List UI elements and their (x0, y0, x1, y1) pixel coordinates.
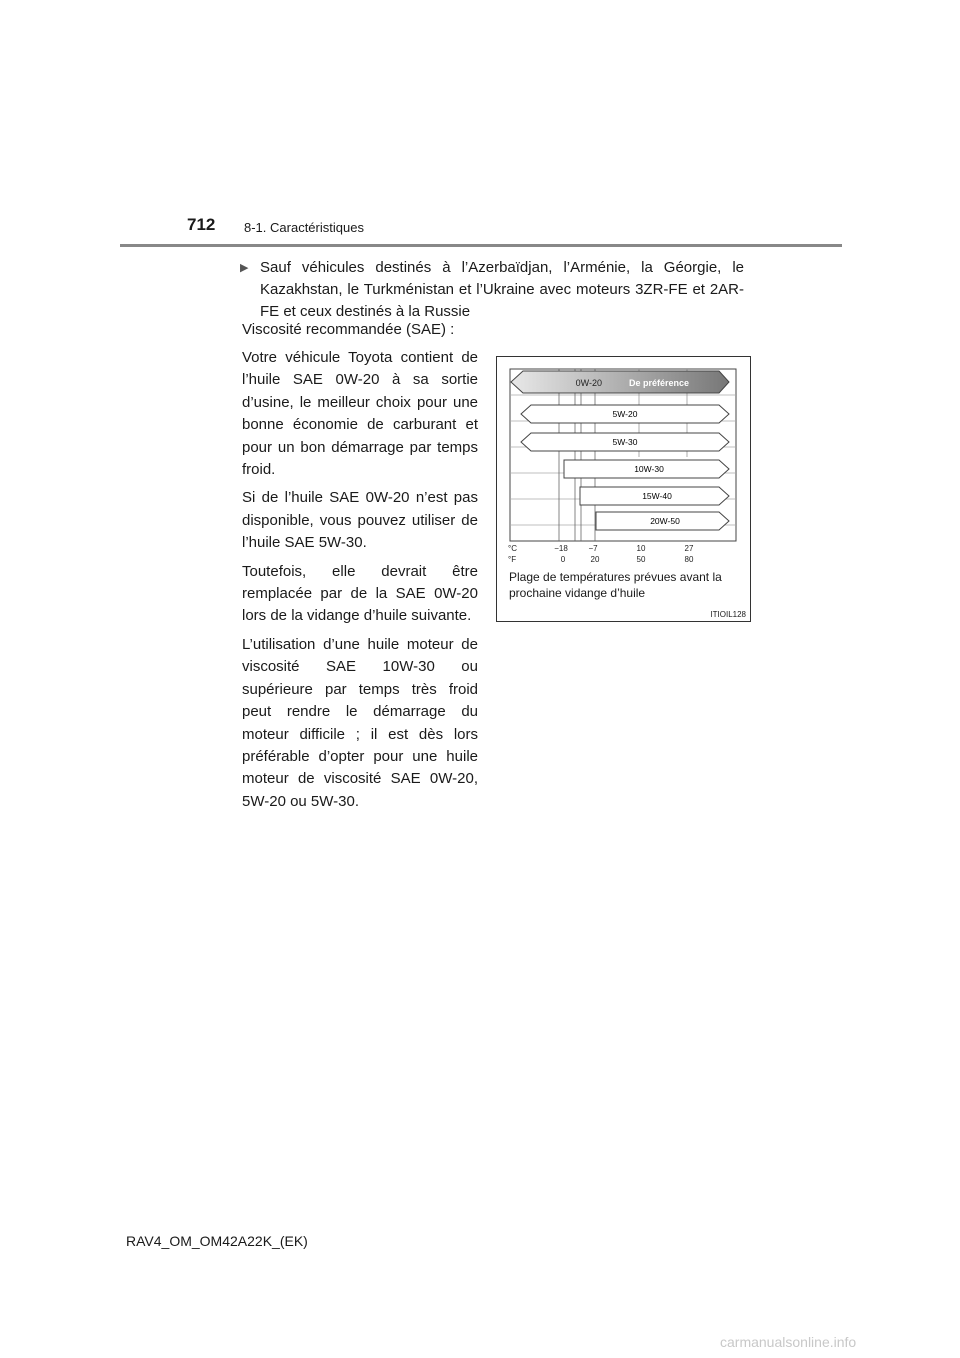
bar-0w-20 (511, 371, 729, 393)
celsius-tick: −18 (554, 544, 568, 553)
paragraph: L’utilisation d’une huile moteur de viscosité SAE 10W-30 ou supérieure par temps très froid peut rendre le démarrage du moteur difficile ; il est dès lors préférable d’opter pour une huile moteur de viscosité SAE 0W-20, 5W-20 ou 5W-30. (242, 635, 478, 810)
document-id: RAV4_OM_OM42A22K_(EK) (126, 1233, 308, 1249)
fahrenheit-tick: 80 (684, 555, 694, 564)
page-number: 712 (187, 215, 216, 234)
paragraph: Votre véhicule Toyota contient de l’huile SAE 0W-20 à sa sortie d’usine, le meilleur choix pour une bonne économie de carburant et pour un bon démarrage par temps froid. (242, 349, 478, 479)
fahrenheit-tick: 50 (636, 555, 646, 564)
fahrenheit-tick: 0 (560, 555, 566, 564)
header-rule (120, 244, 842, 247)
celsius-unit: °C (508, 544, 517, 553)
bar-15w-40 (580, 487, 729, 505)
bar-label-5w-20: 5W-20 (612, 409, 638, 419)
bar-5w-30 (521, 433, 729, 451)
bar-label-10w-30: 10W-30 (634, 464, 664, 474)
bullet-marker-icon: ▶ (240, 262, 249, 274)
figure-code: ITIOIL128 (710, 610, 746, 619)
preferred-label: De préférence (628, 378, 690, 388)
bar-label-5w-30: 5W-30 (612, 437, 638, 447)
bar-10w-30 (564, 460, 729, 478)
bar-label-15w-40: 15W-40 (642, 491, 672, 501)
bar-label-0w-20: 0W-20 (575, 378, 602, 388)
fahrenheit-axis (508, 555, 694, 564)
fahrenheit-unit: °F (508, 555, 517, 564)
bar-20w-50 (596, 512, 729, 530)
paragraph: Si de l’huile SAE 0W-20 n’est pas disponible, vous pouvez utiliser de l’huile SAE 5W-30. (242, 489, 478, 552)
body-text-column (242, 347, 478, 819)
figure-caption: Plage de températures prévues avant la prochaine vidange d’huile (509, 570, 722, 600)
bullet-item (242, 257, 744, 323)
viscosity-subheading: Viscosité recommandée (SAE) : (242, 321, 455, 338)
paragraph: Toutefois, elle devrait être remplacée par de la SAE 0W-20 lors de la vidange d’huile suivante. (242, 562, 478, 625)
celsius-tick: 10 (636, 544, 646, 553)
celsius-tick: −7 (588, 544, 598, 553)
celsius-axis (508, 544, 694, 553)
bar-5w-20 (521, 405, 729, 423)
bullet-text: Sauf véhicules destinés à l’Azerbaïdjan, l’Arménie, la Géorgie, le Kazakhstan, le Turkménistan et l’Ukraine avec moteurs 3ZR-FE et 2AR-FE et ceux destinés à la Russie (260, 259, 744, 320)
bar-label-20w-50: 20W-50 (650, 516, 680, 526)
celsius-tick: 27 (684, 544, 694, 553)
watermark: carmanualsonline.info (720, 1334, 857, 1350)
fahrenheit-tick: 20 (590, 555, 600, 564)
section-title: 8-1. Caractéristiques (244, 220, 364, 235)
viscosity-chart-figure (496, 356, 751, 622)
